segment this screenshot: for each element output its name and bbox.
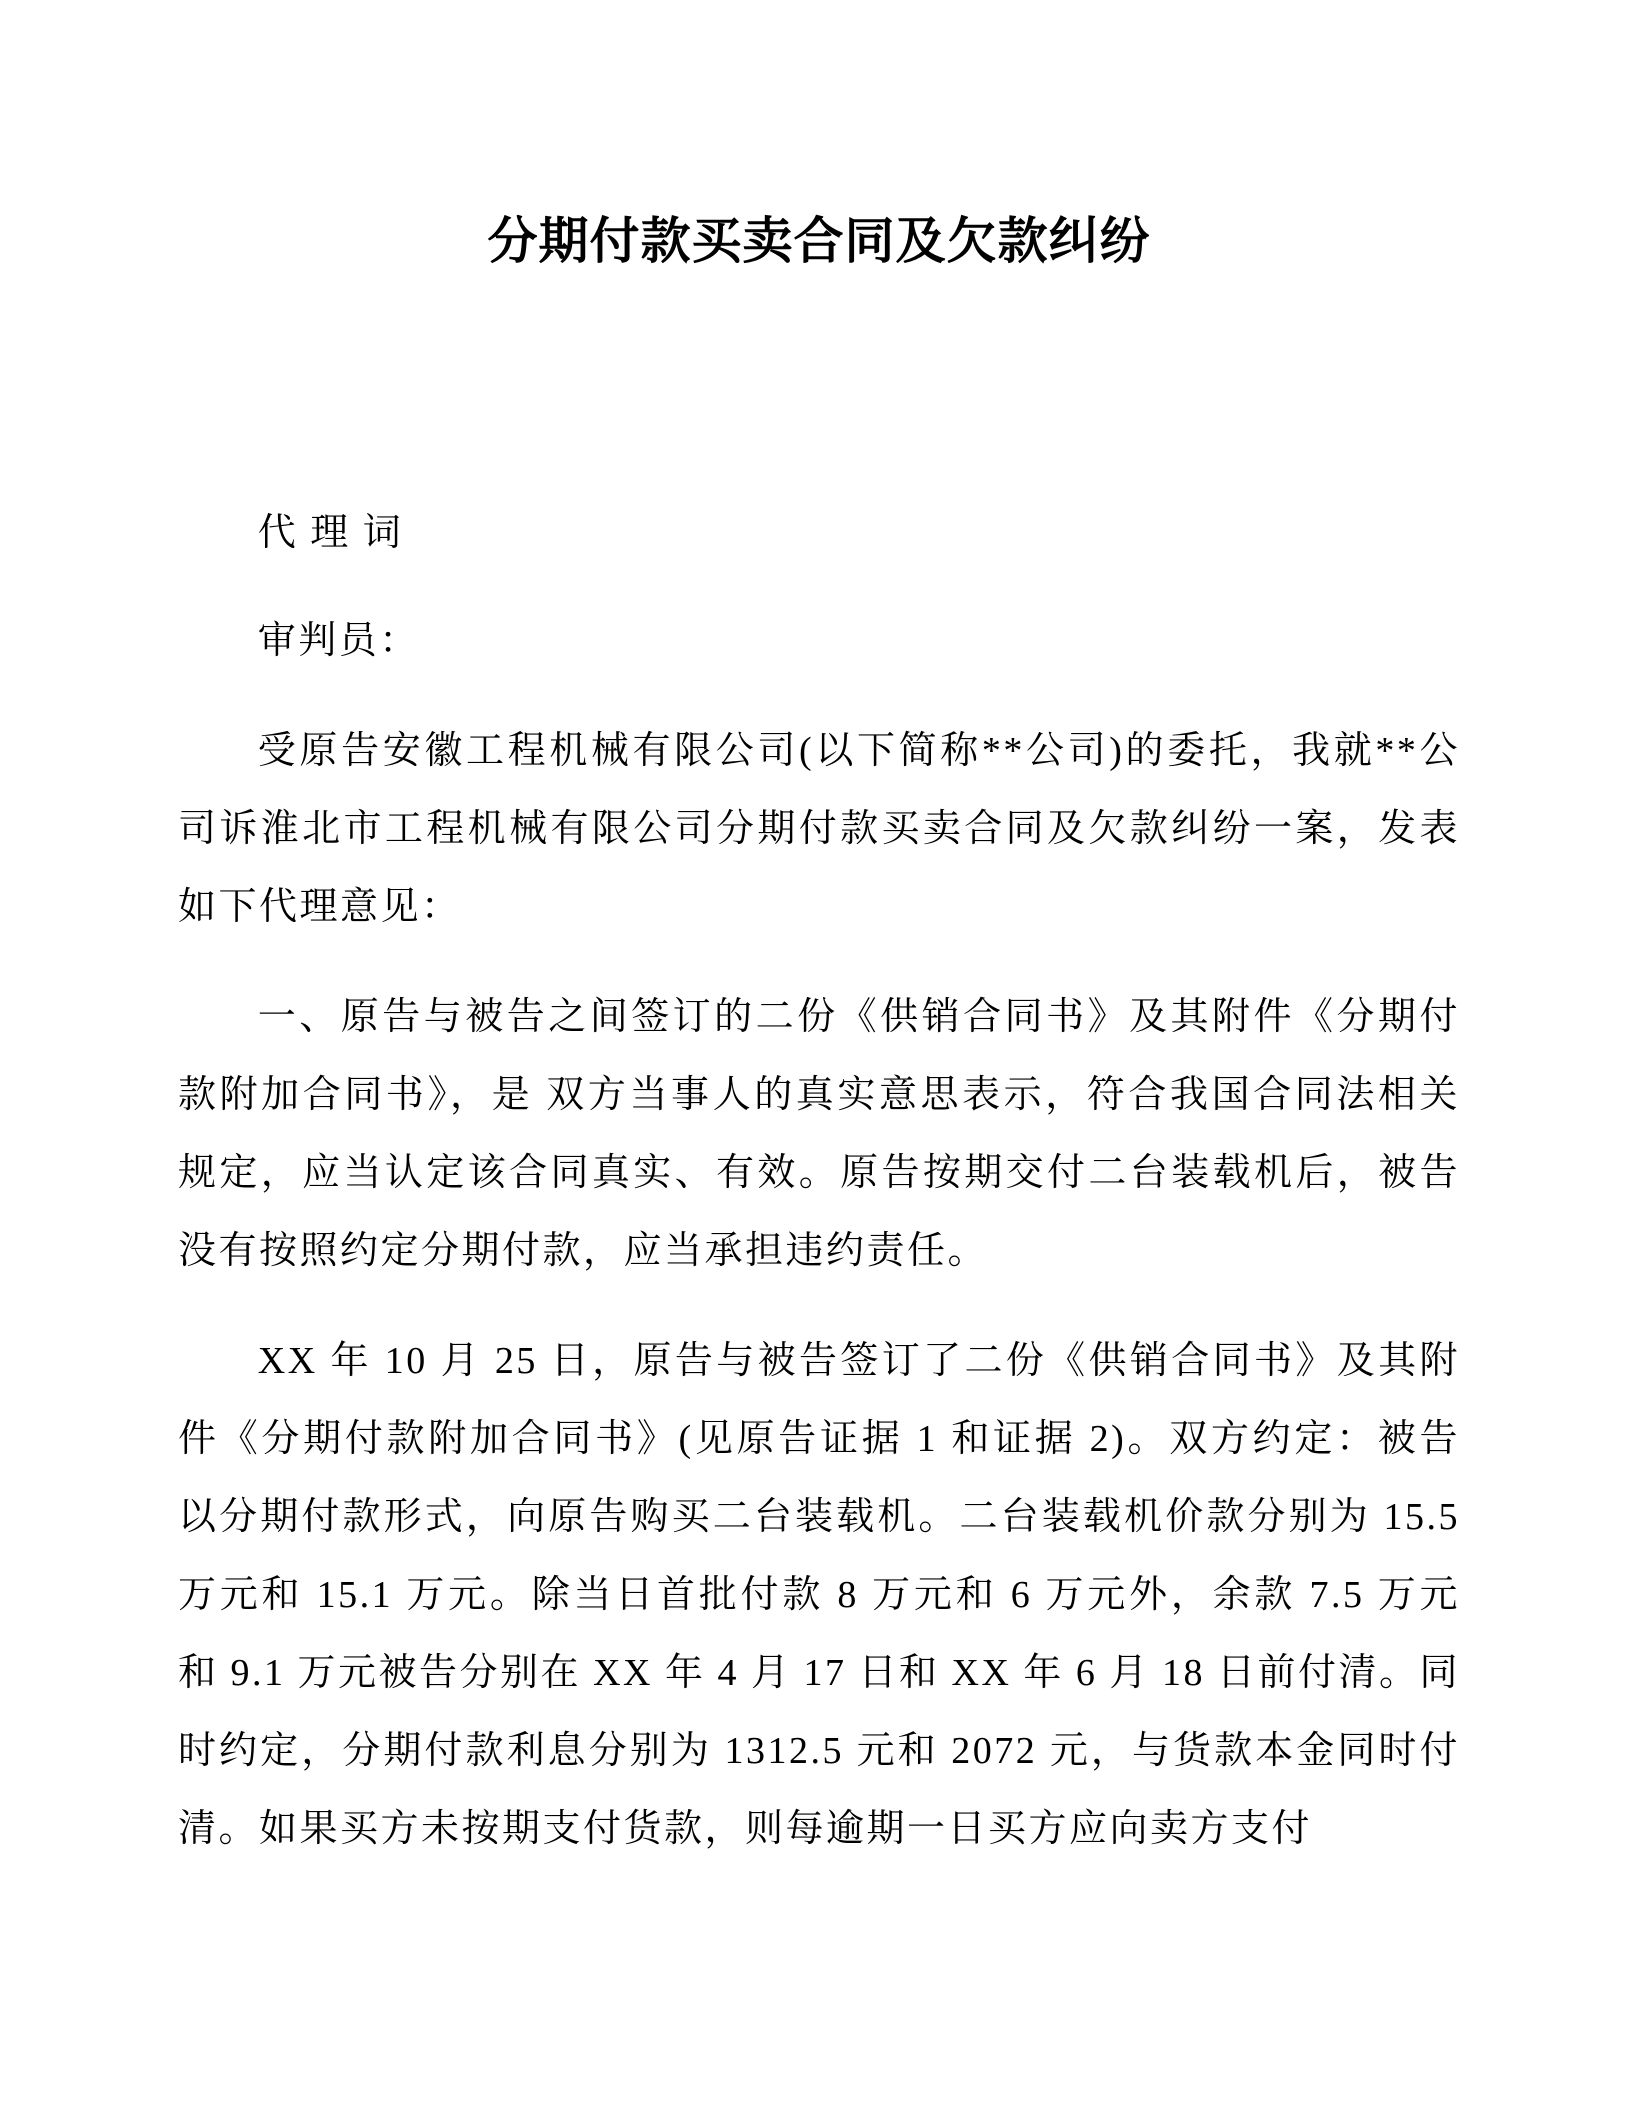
doc-type-label: 代 理 词 bbox=[257, 512, 404, 554]
paragraph-intro: 受原告安徽工程机械有限公司(以下简称**公司)的委托，我就**公司诉淮北市工程机械有限公司分期付款买卖合同及欠款纠纷一案，发表如下代理意见： bbox=[178, 730, 1460, 928]
paragraph-facts: XX 年 10 月 25 日，原告与被告签订了二份《供销合同书》及其附件《分期付款附加合同书》(见原告证据 1 和证据 2)。双方约定：被告以分期付款形式，向原告购买二台装载机。二台装载机价款分别为 15.5 万元和 15.1 万元。除当日首批付款 8 万元和 6 万元外，余款 7.5 万元和 9.1 万元被告分别在 XX 年 4 月 17 日和 XX 年 6 月 18 日前付清。同时约定，分期付款利息分别为 1312.5 元和 2072 元，与货款本金同时付清。如果买方未按期支付货款，则每逾期一日买方应向卖方支付 bbox=[178, 1340, 1460, 1850]
salutation: 审判员： bbox=[257, 620, 420, 662]
document-body bbox=[178, 494, 1460, 1868]
paragraph-point-one: 一、原告与被告之间签订的二份《供销合同书》及其附件《分期付款附加合同书》，是 双方当事人的真实意思表示，符合我国合同法相关规定，应当认定该合同真实、有效。原告按期交付二台装载机后，被告没有按照约定分期付款，应当承担违约责任。 bbox=[178, 996, 1460, 1272]
page-title: 分期付款买卖合同及欠款纠纷 bbox=[487, 213, 1151, 269]
